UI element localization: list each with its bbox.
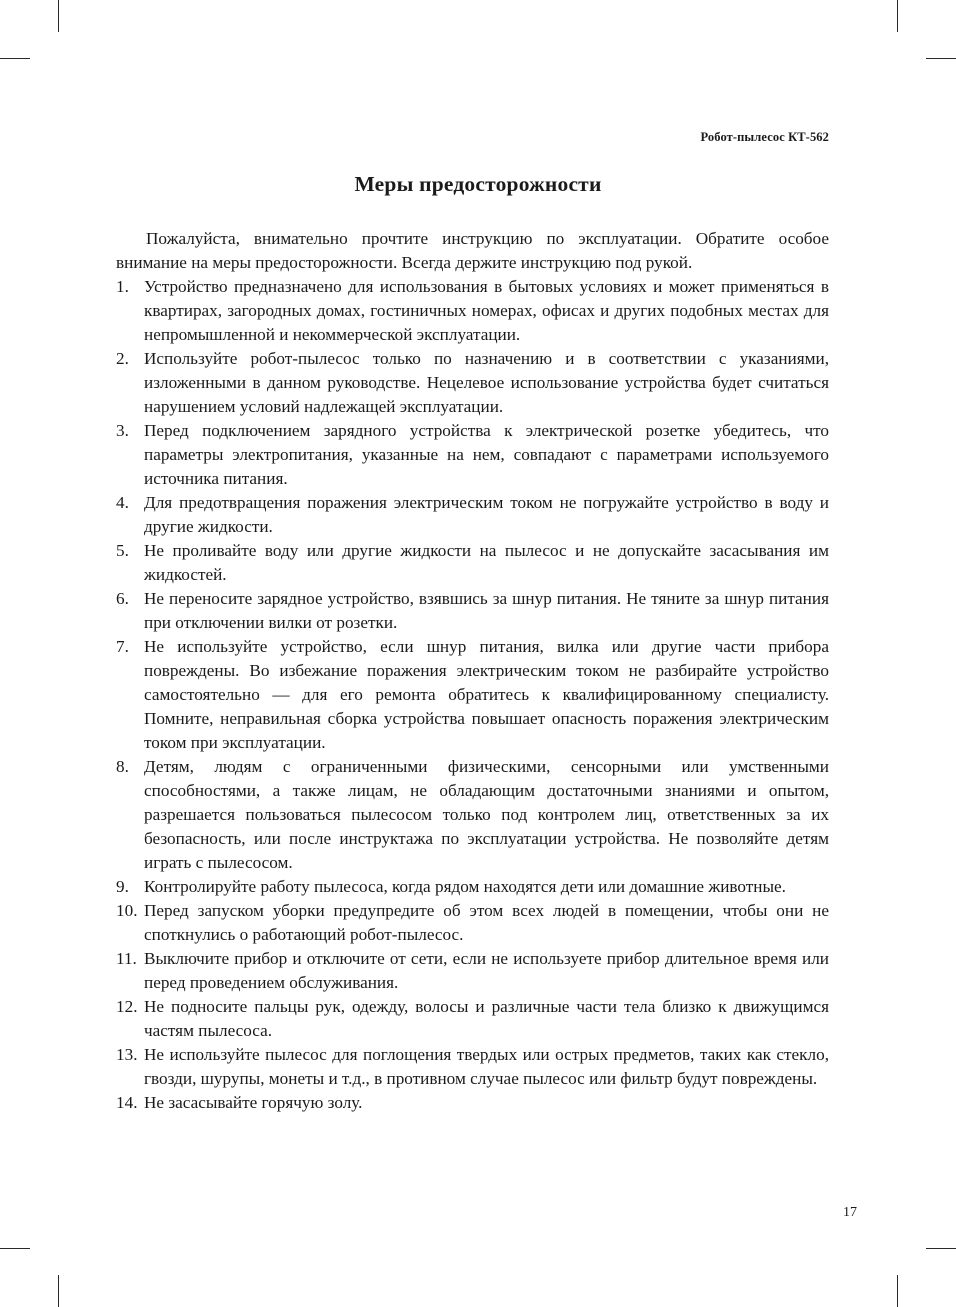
list-item: [116, 491, 829, 539]
document-body: [116, 227, 829, 1115]
list-item-text: Перед подключением зарядного устройства к электрической розетке убедитесь, что параметры электропитания, указанные на нем, совпадают с параметрами используемого источника питания.: [144, 421, 829, 488]
list-item-text: Для предотвращения поражения электрическим током не погружайте устройство в воду и другие жидкости.: [144, 493, 829, 536]
list-item-number: 14.: [116, 1093, 138, 1112]
list-item-text: Не подносите пальцы рук, одежду, волосы и различные части тела близко к движущимся частям пылесоса.: [144, 997, 829, 1040]
list-item-text: Контролируйте работу пылесоса, когда рядом находятся дети или домашние животные.: [144, 877, 786, 896]
list-item-text: Не проливайте воду или другие жидкости на пылесос и не допускайте засасывания им жидкостей.: [144, 541, 829, 584]
list-item-number: 4.: [116, 493, 129, 512]
list-item: [116, 875, 829, 899]
crop-mark-top-left: [58, 0, 59, 32]
crop-mark-bottom-right: [897, 1275, 898, 1307]
crop-mark-bottom-right-h: [926, 1248, 956, 1249]
list-item-text: Выключите прибор и отключите от сети, если не используете прибор длительное время или перед проведением обслуживания.: [144, 949, 829, 992]
list-item: [116, 899, 829, 947]
list-item-text: Устройство предназначено для использования в бытовых условиях и может применяться в квартирах, загородных домах, гостиничных номерах, офисах и других подобных местах для непромышленной и некоммерческой эксплуатации.: [144, 277, 829, 344]
list-item-number: 5.: [116, 541, 129, 560]
list-item: [116, 947, 829, 995]
list-item: [116, 419, 829, 491]
crop-mark-bottom-left-h: [0, 1248, 30, 1249]
list-item-number: 3.: [116, 421, 129, 440]
list-item-number: 13.: [116, 1045, 138, 1064]
precautions-list: [116, 275, 829, 1115]
list-item-number: 11.: [116, 949, 137, 968]
list-item: [116, 1043, 829, 1091]
crop-mark-top-right: [897, 0, 898, 32]
crop-mark-top-left-h: [0, 58, 30, 59]
list-item-number: 9.: [116, 877, 129, 896]
running-head: Робот-пылесос КТ-562: [700, 130, 829, 144]
list-item-text: Детям, людям с ограниченными физическими, сенсорными или умственными способностями, а также лицам, не обладающим достаточными знаниями и опытом, разрешается пользоваться пылесосом только под контролем лиц, ответственных за их безопасность, или после инструктажа по эксплуатации устройства. Не позволяйте детям играть с пылесосом.: [144, 757, 829, 872]
list-item-number: 12.: [116, 997, 138, 1016]
list-item-number: 1.: [116, 277, 129, 296]
list-item: [116, 755, 829, 875]
list-item-text: Не используйте устройство, если шнур питания, вилка или другие части прибора повреждены. Во избежание поражения электрическим током не разбирайте устройство самостоятельно — для его ремонта обратитесь к квалифицированному специалисту. Помните, неправильная сборка устройства повышает опасность поражения электрическим током при эксплуатации.: [144, 637, 829, 752]
page-number: 17: [843, 1205, 857, 1220]
intro-paragraph: Пожалуйста, внимательно прочтите инструкцию по эксплуатации. Обратите особое внимание на меры предосторожности. Всегда держите инструкцию под рукой.: [116, 229, 829, 272]
list-item-number: 2.: [116, 349, 129, 368]
list-item-text: Не засасывайте горячую золу.: [144, 1093, 363, 1112]
list-item-text: Перед запуском уборки предупредите об этом всех людей в помещении, чтобы они не споткнулись о работающий робот-пылесос.: [144, 901, 829, 944]
list-item-number: 6.: [116, 589, 129, 608]
crop-mark-top-right-h: [926, 58, 956, 59]
list-item: [116, 587, 829, 635]
list-item: [116, 347, 829, 419]
list-item: [116, 275, 829, 347]
list-item-text: Не используйте пылесос для поглощения твердых или острых предметов, таких как стекло, гвозди, шурупы, монеты и т.д., в противном случае пылесос или фильтр будут повреждены.: [144, 1045, 829, 1088]
list-item: [116, 635, 829, 755]
list-item: [116, 539, 829, 587]
list-item-number: 7.: [116, 637, 129, 656]
list-item-text: Используйте робот-пылесос только по назначению и в соответствии с указаниями, изложенными в данном руководстве. Нецелевое использование устройства будет считаться нарушением условий надлежащей эксплуатации.: [144, 349, 829, 416]
list-item-number: 10.: [116, 901, 138, 920]
crop-mark-bottom-left: [58, 1275, 59, 1307]
list-item-text: Не переносите зарядное устройство, взявшись за шнур питания. Не тяните за шнур питания при отключении вилки от розетки.: [144, 589, 829, 632]
list-item: [116, 995, 829, 1043]
list-item: [116, 1091, 829, 1115]
list-item-number: 8.: [116, 757, 129, 776]
page-title: Меры предосторожности: [354, 172, 602, 196]
